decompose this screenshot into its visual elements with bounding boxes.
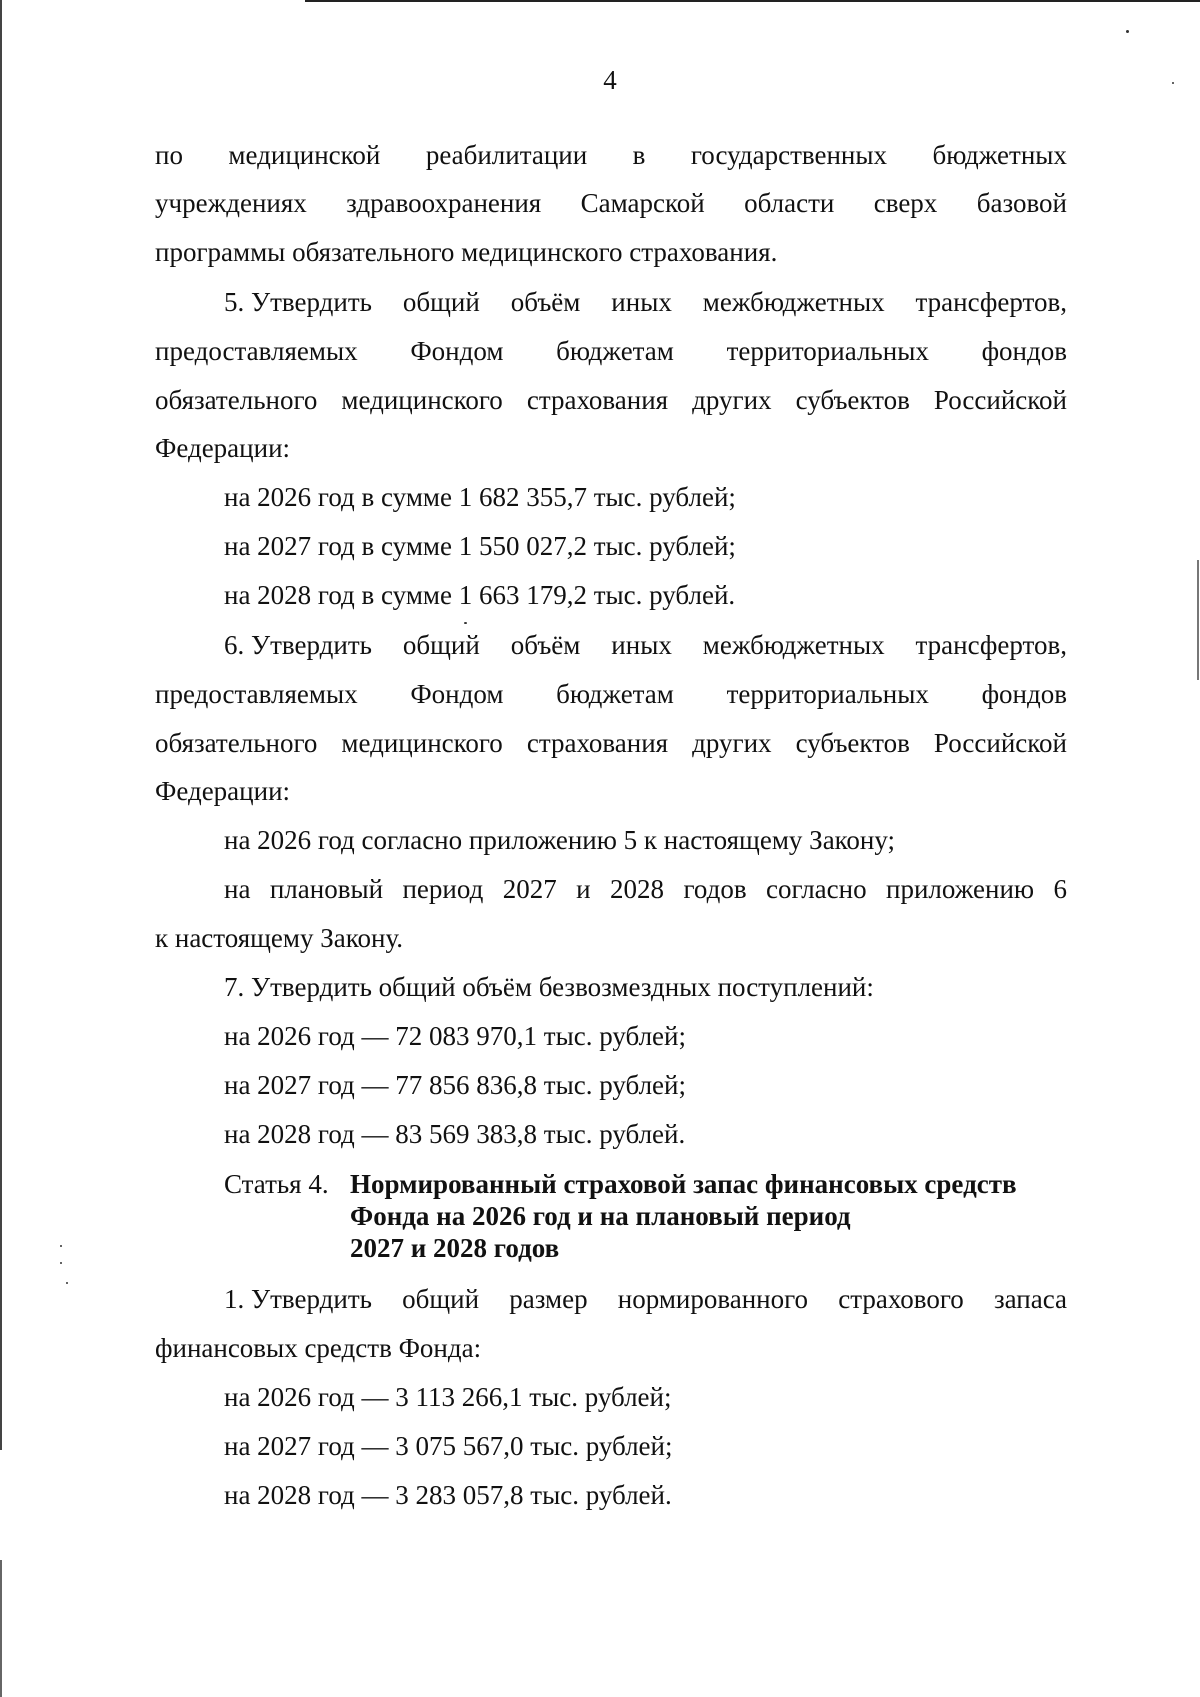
word: 2028 (610, 874, 665, 904)
word: иных (611, 287, 672, 317)
item-5-line (155, 335, 1067, 367)
amount-line: на 2026 год в сумме 1 682 355,7 тыс. рублей; (224, 482, 736, 512)
word: Фондом (410, 679, 504, 709)
item-5-line (224, 286, 1067, 318)
amount-line: на 2026 год — 72 083 970,1 тыс. рублей; (224, 1021, 686, 1051)
item-6-line (155, 727, 1067, 759)
word: субъектов (795, 385, 910, 415)
word: 6 (1053, 874, 1067, 904)
word: плановый (269, 874, 384, 904)
amount-line: на 2027 год — 3 075 567,0 тыс. рублей; (224, 1431, 673, 1461)
word: согласно (766, 874, 867, 904)
article-4-item-1-line: финансовых средств Фонда: (155, 1333, 482, 1363)
article-label: Статья 4. (224, 1169, 329, 1199)
word: трансфертов, (915, 630, 1067, 660)
word: страхования (526, 385, 669, 415)
word: 6. Утвердить (224, 630, 372, 660)
paragraph-line (155, 187, 1067, 219)
word: межбюджетных (702, 287, 885, 317)
article-title (350, 1168, 1110, 1264)
word: 1. Утвердить (224, 1284, 372, 1314)
word: по (155, 140, 183, 170)
word: субъектов (795, 728, 910, 758)
item-6-line: Федерации: (155, 776, 291, 806)
scan-border-right (1197, 560, 1199, 680)
word: нормированного (617, 1284, 809, 1314)
amount-line: на 2026 год — 3 113 266,1 тыс. рублей; (224, 1382, 672, 1412)
amount-line: на 2028 год — 83 569 383,8 тыс. рублей. (224, 1119, 686, 1149)
word: бюджетам (556, 336, 674, 366)
word: общий (402, 630, 480, 660)
word: государственных (690, 140, 888, 170)
article-heading (224, 1168, 1110, 1264)
article-title-line: Нормированный страховой запас финансовых средств (350, 1169, 1017, 1199)
word: предоставляемых (155, 336, 358, 366)
word: территориальных (726, 679, 929, 709)
word: других (692, 385, 772, 415)
word: объём (510, 287, 581, 317)
item-6-line: на 2026 год согласно приложению 5 к настоящему Закону; (224, 825, 896, 855)
word: здравоохранения (346, 188, 542, 218)
scan-speck (66, 1282, 68, 1284)
word: 5. Утвердить (224, 287, 372, 317)
word: обязательного (155, 728, 318, 758)
word: реабилитации (425, 140, 588, 170)
scan-speck (464, 622, 467, 624)
word: общий (402, 287, 480, 317)
scan-border-top (305, 0, 1200, 2)
word: трансфертов, (915, 287, 1067, 317)
word: Российской (933, 728, 1067, 758)
article-title-line: 2027 и 2028 годов (350, 1233, 560, 1263)
article-4-item-1-line (224, 1283, 1067, 1315)
word: иных (611, 630, 672, 660)
word: территориальных (726, 336, 929, 366)
article-title-line: Фонда на 2026 год и на плановый период (350, 1201, 851, 1231)
scan-speck (1126, 30, 1129, 33)
item-5-line (155, 384, 1067, 416)
word: медицинского (341, 728, 503, 758)
item-6-line (224, 629, 1067, 661)
word: размер (509, 1284, 588, 1314)
word: объём (510, 630, 581, 660)
word: страхования (526, 728, 669, 758)
item-6-line (155, 678, 1067, 710)
amount-line: на 2028 год — 3 283 057,8 тыс. рублей. (224, 1480, 672, 1510)
word: фондов (981, 336, 1067, 366)
word: приложению (886, 874, 1035, 904)
word: бюджетных (932, 140, 1067, 170)
item-7-line: 7. Утвердить общий объём безвозмездных поступлений: (224, 972, 874, 1002)
word: запаса (993, 1284, 1067, 1314)
word: Российской (933, 385, 1067, 415)
paragraph-line: программы обязательного медицинского страхования. (155, 237, 778, 267)
word: в (632, 140, 646, 170)
page-number: 4 (603, 65, 617, 95)
word: годов (683, 874, 747, 904)
word: страхового (838, 1284, 964, 1314)
word: предоставляемых (155, 679, 358, 709)
scan-speck (60, 1245, 62, 1247)
word: Самарской (580, 188, 705, 218)
scan-speck (60, 1262, 62, 1264)
word: межбюджетных (702, 630, 885, 660)
amount-line: на 2027 год — 77 856 836,8 тыс. рублей; (224, 1070, 686, 1100)
paragraph-line (155, 139, 1067, 171)
word: сверх (873, 188, 938, 218)
word: обязательного (155, 385, 318, 415)
word: фондов (981, 679, 1067, 709)
word: период (402, 874, 484, 904)
word: учреждениях (155, 188, 307, 218)
word: области (744, 188, 835, 218)
amount-line: на 2028 год в сумме 1 663 179,2 тыс. рублей. (224, 580, 736, 610)
scan-border-left-lower (0, 1560, 2, 1697)
item-6-line (224, 873, 1067, 905)
word: общий (402, 1284, 480, 1314)
word: и (576, 874, 591, 904)
word: бюджетам (556, 679, 674, 709)
item-6-line: к настоящему Закону. (155, 923, 403, 953)
word: медицинского (341, 385, 503, 415)
word: медицинской (228, 140, 381, 170)
word: Фондом (410, 336, 504, 366)
word: других (692, 728, 772, 758)
scan-border-left (0, 0, 2, 1450)
item-5-line: Федерации: (155, 433, 291, 463)
word: на (224, 874, 251, 904)
amount-line: на 2027 год в сумме 1 550 027,2 тыс. рублей; (224, 531, 736, 561)
word: базовой (976, 188, 1067, 218)
word: 2027 (502, 874, 557, 904)
